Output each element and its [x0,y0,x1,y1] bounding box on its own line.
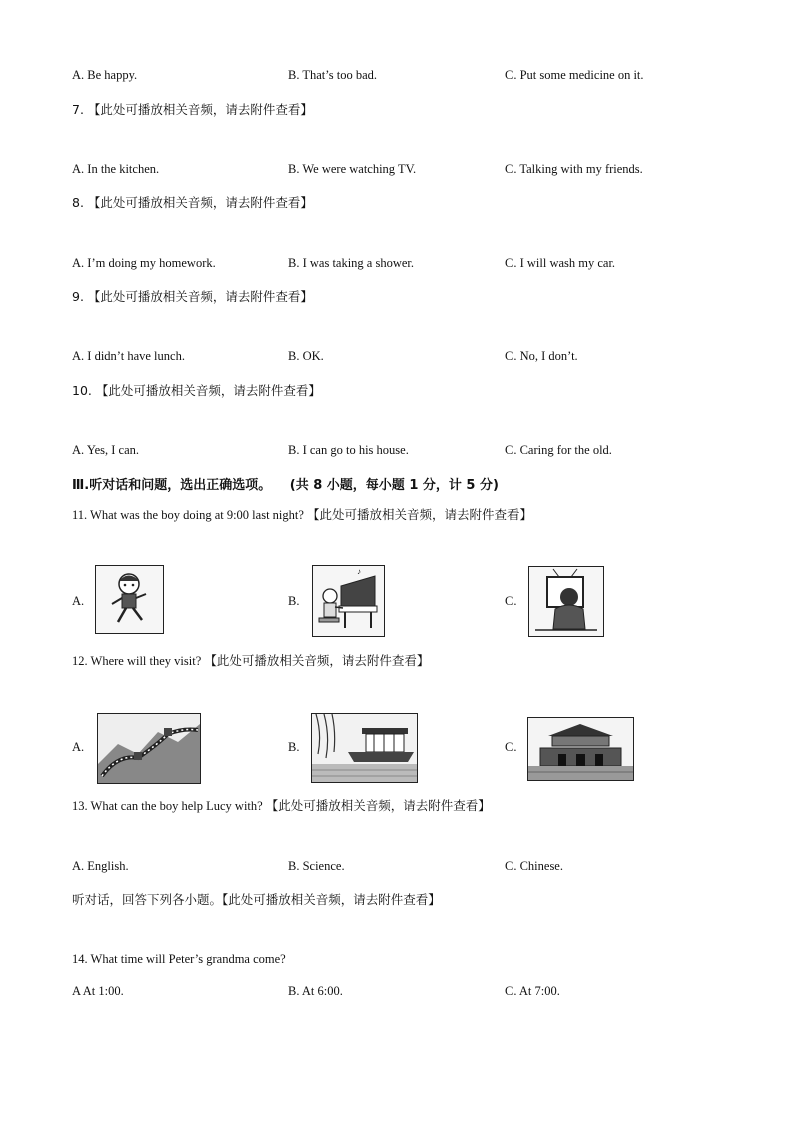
q11-option-b: B. [288,594,300,608]
q11-label: 11. What was the boy doing at 9:00 last night? 【此处可播放相关音频，请去附件查看】 [72,508,533,522]
q13-option-b: B. Science. [288,859,345,873]
q7-option-b: B. We were watching TV. [288,162,417,176]
q7-option-a: A. In the kitchen. [72,162,160,176]
q13-label: 13. What can the boy help Lucy with? 【此处可播放相关音频，请去附件查看】 [72,799,491,813]
q11-option-a: A. [72,594,85,608]
q13-option-c: C. Chinese. [505,859,563,873]
q7-option-c: C. Talking with my friends. [505,162,643,176]
great-wall-icon [98,714,200,783]
dialog-instruction: 听对话，回答下列各小题。【此处可播放相关音频，请去附件查看】 [72,892,441,907]
q8-option-a: A. I’m doing my homework. [72,256,216,270]
q12-option-c: C. [505,740,517,754]
q9-label: 9. 【此处可播放相关音频，请去附件查看】 [72,289,313,304]
q6-option-c: C. Put some medicine on it. [505,68,644,82]
q7-label: 7. 【此处可播放相关音频，请去附件查看】 [72,102,313,117]
boy-running-icon [96,566,163,633]
section-3-note: (共 8 小题，每小题 1 分，计 5 分) [289,478,499,493]
tv-icon [529,567,603,636]
boat-pavilion-icon [312,714,417,782]
q12-option-a: A. [72,740,85,754]
q10-label: 10. 【此处可播放相关音频，请去附件查看】 [72,383,321,398]
q10-option-b: B. I can go to his house. [288,443,409,457]
q12-option-b: B. [288,740,300,754]
q9-option-c: C. No, I don’t. [505,349,578,363]
q12-picture-b-summer-palace [311,713,418,783]
q11-picture-a-boy-running [95,565,164,634]
piano-icon [313,566,384,636]
q8-label: 8. 【此处可播放相关音频，请去附件查看】 [72,195,313,210]
q6-option-a: A. Be happy. [72,68,138,82]
svg-text:♪: ♪ [357,567,361,576]
q8-option-b: B. I was taking a shower. [288,256,415,270]
section-3-title: Ⅲ.听对话和问题，选出正确选项。 [72,478,272,493]
q6-option-b: B. That’s too bad. [288,68,378,82]
q9-option-b: B. OK. [288,349,324,363]
q13-option-a: A. English. [72,859,129,873]
q14-option-a: A At 1:00. [72,984,124,998]
section-3-heading [72,474,499,493]
q14-option-c: C. At 7:00. [505,984,560,998]
q12-picture-c-tiananmen [527,717,634,781]
q14-label: 14. What time will Peter’s grandma come? [72,952,286,966]
q14-option-b: B. At 6:00. [288,984,343,998]
q12-label: 12. Where will they visit? 【此处可播放相关音频，请去附件查看】 [72,654,430,668]
q10-option-a: A. Yes, I can. [72,443,140,457]
q12-picture-a-great-wall [97,713,201,784]
q10-option-c: C. Caring for the old. [505,443,612,457]
q11-picture-c-watching-tv [528,566,604,637]
q8-option-c: C. I will wash my car. [505,256,616,270]
q11-option-c: C. [505,594,517,608]
tiananmen-icon [528,718,633,780]
q9-option-a: A. I didn’t have lunch. [72,349,185,363]
q11-picture-b-piano [312,565,385,637]
